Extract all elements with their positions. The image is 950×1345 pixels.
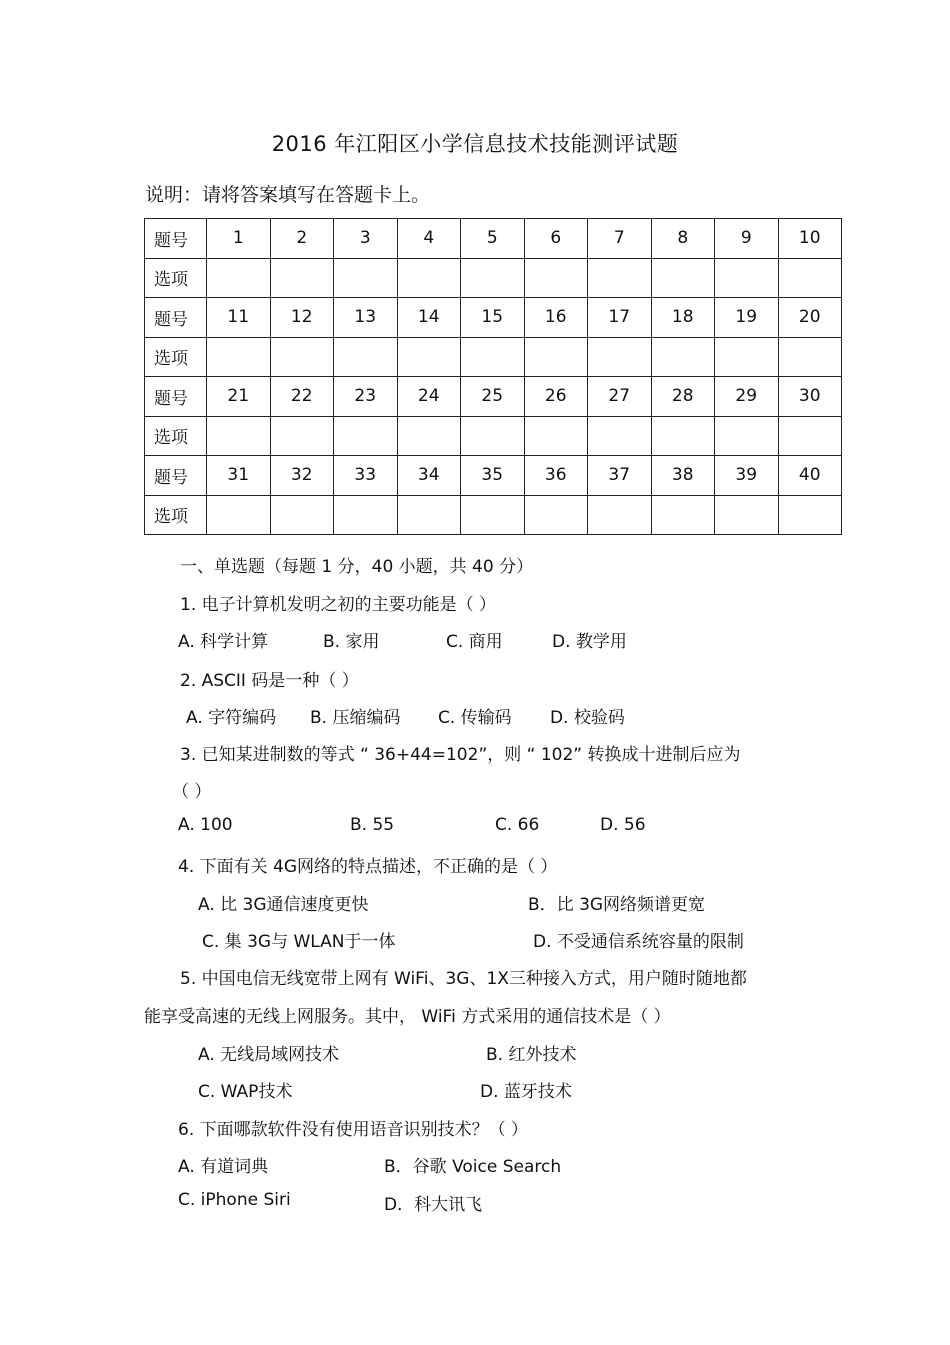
answer-cell[interactable] xyxy=(461,495,525,535)
number-row xyxy=(145,456,842,496)
number-row xyxy=(145,377,842,417)
question-number-cell: 19 xyxy=(715,298,779,338)
answer-cell[interactable] xyxy=(207,416,271,456)
answer-cell[interactable] xyxy=(461,416,525,456)
answer-cell[interactable] xyxy=(588,258,652,298)
question-number-cell: 39 xyxy=(715,456,779,496)
question-number-cell: 2 xyxy=(270,219,334,259)
answer-cell[interactable] xyxy=(397,337,461,377)
number-row xyxy=(145,219,842,259)
section-heading: 一、单选题（每题 1 分，40 小题，共 40 分） xyxy=(180,557,534,577)
question-6-option-a: A. 有道词典 xyxy=(178,1157,269,1177)
answer-cell[interactable] xyxy=(715,258,779,298)
question-number-cell: 29 xyxy=(715,377,779,417)
question-number-cell: 38 xyxy=(651,456,715,496)
question-3-stem-continued: （ ） xyxy=(172,782,212,802)
answer-cell[interactable] xyxy=(524,495,588,535)
number-row-label: 题号 xyxy=(145,377,207,417)
question-5-option-c: C. WAP技术 xyxy=(198,1082,293,1102)
answer-cell[interactable] xyxy=(778,416,842,456)
answer-cell[interactable] xyxy=(524,337,588,377)
answer-cell[interactable] xyxy=(334,416,398,456)
question-4-option-a: A. 比 3G通信速度更快 xyxy=(198,895,369,915)
answer-cell[interactable] xyxy=(651,337,715,377)
question-number-cell: 27 xyxy=(588,377,652,417)
option-row-label: 选项 xyxy=(145,416,207,456)
question-1-option-b: B. 家用 xyxy=(323,632,380,652)
question-1-option-a: A. 科学计算 xyxy=(178,632,269,652)
instruction-note: 说明：请将答案填写在答题卡上。 xyxy=(145,184,431,206)
question-3-option-c: C. 66 xyxy=(495,815,540,835)
answer-cell[interactable] xyxy=(588,337,652,377)
question-number-cell: 4 xyxy=(397,219,461,259)
answer-cell[interactable] xyxy=(778,258,842,298)
question-3-option-b: B. 55 xyxy=(350,815,395,835)
question-number-cell: 8 xyxy=(651,219,715,259)
question-number-cell: 16 xyxy=(524,298,588,338)
question-4-option-b: B．比 3G网络频谱更宽 xyxy=(528,895,706,915)
question-6-stem: 6. 下面哪款软件没有使用语音识别技术？（ ） xyxy=(178,1120,529,1140)
option-row-label: 选项 xyxy=(145,337,207,377)
option-row-label: 选项 xyxy=(145,258,207,298)
question-number-cell: 25 xyxy=(461,377,525,417)
answer-cell[interactable] xyxy=(524,416,588,456)
question-number-cell: 3 xyxy=(334,219,398,259)
answer-cell[interactable] xyxy=(207,495,271,535)
answer-cell[interactable] xyxy=(778,337,842,377)
question-5-option-a: A. 无线局域网技术 xyxy=(198,1045,340,1065)
answer-cell[interactable] xyxy=(588,416,652,456)
answer-cell[interactable] xyxy=(715,416,779,456)
answer-cell[interactable] xyxy=(778,495,842,535)
option-row xyxy=(145,258,842,298)
question-2-option-c: C. 传输码 xyxy=(438,708,512,728)
answer-cell[interactable] xyxy=(397,258,461,298)
answer-cell[interactable] xyxy=(270,495,334,535)
question-number-cell: 34 xyxy=(397,456,461,496)
question-5-option-d: D. 蓝牙技术 xyxy=(480,1082,572,1102)
question-number-cell: 6 xyxy=(524,219,588,259)
answer-cell[interactable] xyxy=(270,337,334,377)
question-number-cell: 18 xyxy=(651,298,715,338)
answer-cell[interactable] xyxy=(334,495,398,535)
answer-cell[interactable] xyxy=(207,337,271,377)
question-2-option-d: D. 校验码 xyxy=(550,708,625,728)
question-number-cell: 21 xyxy=(207,377,271,417)
question-number-cell: 35 xyxy=(461,456,525,496)
page-title: 2016 年江阳区小学信息技术技能测评试题 xyxy=(271,132,679,156)
question-2-stem: 2. ASCII 码是一种（ ） xyxy=(180,671,359,691)
question-number-cell: 17 xyxy=(588,298,652,338)
answer-cell[interactable] xyxy=(651,258,715,298)
question-1-option-d: D. 教学用 xyxy=(552,632,627,652)
question-number-cell: 23 xyxy=(334,377,398,417)
option-row xyxy=(145,495,842,535)
number-row-label: 题号 xyxy=(145,456,207,496)
answer-cell[interactable] xyxy=(207,258,271,298)
question-number-cell: 22 xyxy=(270,377,334,417)
question-number-cell: 12 xyxy=(270,298,334,338)
answer-cell[interactable] xyxy=(334,337,398,377)
question-number-cell: 14 xyxy=(397,298,461,338)
question-number-cell: 32 xyxy=(270,456,334,496)
question-5-option-b: B. 红外技术 xyxy=(486,1045,577,1065)
answer-cell[interactable] xyxy=(270,416,334,456)
question-5-stem: 5. 中国电信无线宽带上网有 WiFi、3G、1X三种接入方式，用户随时随地都 xyxy=(180,969,747,989)
question-number-cell: 40 xyxy=(778,456,842,496)
question-number-cell: 5 xyxy=(461,219,525,259)
question-2-option-b: B. 压缩编码 xyxy=(310,708,401,728)
answer-cell[interactable] xyxy=(461,258,525,298)
answer-cell[interactable] xyxy=(715,337,779,377)
answer-cell[interactable] xyxy=(397,416,461,456)
answer-cell[interactable] xyxy=(524,258,588,298)
question-1-option-c: C. 商用 xyxy=(446,632,503,652)
question-number-cell: 15 xyxy=(461,298,525,338)
question-number-cell: 26 xyxy=(524,377,588,417)
option-row xyxy=(145,416,842,456)
answer-cell[interactable] xyxy=(397,495,461,535)
question-number-cell: 9 xyxy=(715,219,779,259)
question-number-cell: 37 xyxy=(588,456,652,496)
question-number-cell: 13 xyxy=(334,298,398,338)
answer-cell[interactable] xyxy=(334,258,398,298)
question-6-option-d: D．科大讯飞 xyxy=(384,1195,483,1215)
answer-cell[interactable] xyxy=(270,258,334,298)
question-number-cell: 7 xyxy=(588,219,652,259)
question-3-stem: 3. 已知某进制数的等式 “ 36+44=102”，则 “ 102” 转换成十进制后应为 xyxy=(180,745,741,765)
question-3-option-d: D. 56 xyxy=(600,815,646,835)
question-number-cell: 30 xyxy=(778,377,842,417)
number-row-label: 题号 xyxy=(145,298,207,338)
option-row xyxy=(145,337,842,377)
answer-sheet-table xyxy=(144,218,842,535)
question-2-option-a: A. 字符编码 xyxy=(186,708,277,728)
question-3-option-a: A. 100 xyxy=(178,815,233,835)
question-4-option-d: D. 不受通信系统容量的限制 xyxy=(533,932,744,952)
answer-cell[interactable] xyxy=(588,495,652,535)
question-number-cell: 10 xyxy=(778,219,842,259)
question-number-cell: 36 xyxy=(524,456,588,496)
question-number-cell: 24 xyxy=(397,377,461,417)
question-number-cell: 28 xyxy=(651,377,715,417)
question-4-stem: 4. 下面有关 4G网络的特点描述，不正确的是（ ） xyxy=(178,857,558,877)
question-1-stem: 1. 电子计算机发明之初的主要功能是（ ） xyxy=(180,595,497,615)
answer-cell[interactable] xyxy=(461,337,525,377)
number-row-label: 题号 xyxy=(145,219,207,259)
question-6-option-c: C. iPhone Siri xyxy=(178,1190,291,1210)
question-4-option-c: C. 集 3G与 WLAN于一体 xyxy=(202,932,396,952)
question-number-cell: 33 xyxy=(334,456,398,496)
question-number-cell: 11 xyxy=(207,298,271,338)
question-number-cell: 20 xyxy=(778,298,842,338)
question-number-cell: 1 xyxy=(207,219,271,259)
question-5-stem-continued: 能享受高速的无线上网服务。其中， WiFi 方式采用的通信技术是（ ） xyxy=(144,1007,671,1027)
option-row-label: 选项 xyxy=(145,495,207,535)
number-row xyxy=(145,298,842,338)
answer-cell[interactable] xyxy=(715,495,779,535)
question-6-option-b: B．谷歌 Voice Search xyxy=(384,1157,562,1177)
answer-cell[interactable] xyxy=(651,495,715,535)
question-number-cell: 31 xyxy=(207,456,271,496)
answer-cell[interactable] xyxy=(651,416,715,456)
